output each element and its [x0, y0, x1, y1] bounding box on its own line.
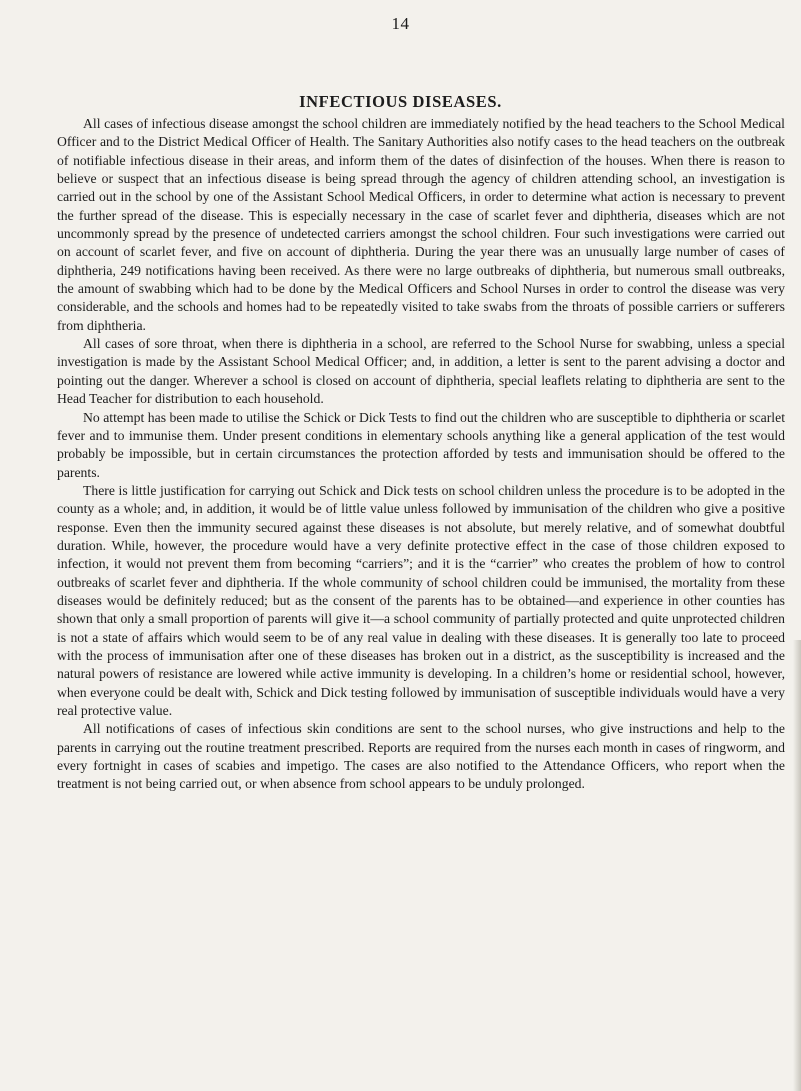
paragraph-sore-throat: All cases of sore throat, when there is diphtheria in a school, are referred to the School Nurse for swabbing, unless a special investigation is made by the Assistant School Medical Officer; and, in addition, a letter is sent to the parent advising a doctor and pointing out the danger. Wherever a school is closed on account of diphtheria, special leaflets relating to diphtheria are sent to the Head Teacher for distribution to each household. [57, 336, 785, 407]
paragraph-immunisation: There is little justification for carrying out Schick and Dick tests on school children unless the procedure is to be adopted in the county as a whole; and, in addition, it would be of little value unless followed by immunisation of the children who give a positive response. Even then the immunity secured against these diseases is not absolute, but merely relative, and of somewhat doubtful duration. While, however, the procedure would have a very definite protective effect in the case of those children exposed to infection, it would not prevent them from becoming “carriers”; and it is the “carrier” who creates the problem of how to control outbreaks of scarlet fever and diphtheria. If the whole community of school children could be immunised, the mortality from these diseases would be definitely reduced; but as the consent of the parents has to be obtained—and experience in other counties has shown that only a small proportion of parents will give it—a school community of partially protected and quite unprotected children is not a state of affairs which would seem to be of any real value in dealing with these diseases. It is generally too late to proceed with the process of immunisation after one of these diseases has broken out in a district, as the susceptibility is increased and the natural powers of resistance are lowered while active immunity is developing. In a children’s home or residential school, however, when everyone could be dealt with, Schick and Dick testing followed by immunisation of susceptible individuals would have a very real protective value. [57, 482, 785, 718]
body-text [57, 115, 785, 794]
page-edge-shadow [793, 640, 801, 1091]
paragraph-schick-dick-tests: No attempt has been made to utilise the Schick or Dick Tests to find out the children who are susceptible to diphtheria or scarlet fever and to immunise them. Under present conditions in elementary schools anything like a general application of the test would probably be impossible, but in certain circumstances the protection afforded by tests and immunisation should be offered to the parents. [57, 409, 785, 480]
page-number: 14 [391, 14, 410, 33]
section-heading: INFECTIOUS DISEASES. [299, 92, 502, 111]
paragraph-skin-conditions: All notifications of cases of infectious skin conditions are sent to the school nurses, who give instructions and help to the parents in carrying out the routine treatment prescribed. Reports are required from the nurses each month in cases of ringworm, and every fortnight in cases of scabies and impetigo. The cases are also notified to the Attendance Officers, who report when the treatment is not being carried out, or when absence from school appears to be unduly prolonged. [57, 721, 785, 792]
paragraph-notification: All cases of infectious disease amongst the school children are immediately notified by the head teachers to the School Medical Officer and to the District Medical Officer of Health. The Sanitary Authorities also notify cases to the head teachers on the outbreak of notifiable infectious disease in their areas, and inform them of the dates of disinfection of the houses. When there is reason to believe or suspect that an infectious disease is being spread through the agency of children attending school, an investigation is carried out in the school by one of the Assistant School Medical Officers, in order to determine what action is necessary to prevent the further spread of the disease. This is especially necessary in the case of scarlet fever and diphtheria, diseases which are not uncommonly spread by the presence of undetected carriers amongst the school children. Four such investigations were carried out on account of scarlet fever, and five on account of diphtheria. During the year there was an unusually large number of cases of diphtheria, 249 notifications having been received. As there were no large outbreaks of diphtheria, but numerous small outbreaks, the amount of swabbing which had to be done by the Medical Officers and School Nurses in order to control the disease was very considerable, and the schools and homes had to be repeatedly visited to take swabs from the throats of possible carriers or sufferers from diphtheria. [57, 116, 785, 333]
